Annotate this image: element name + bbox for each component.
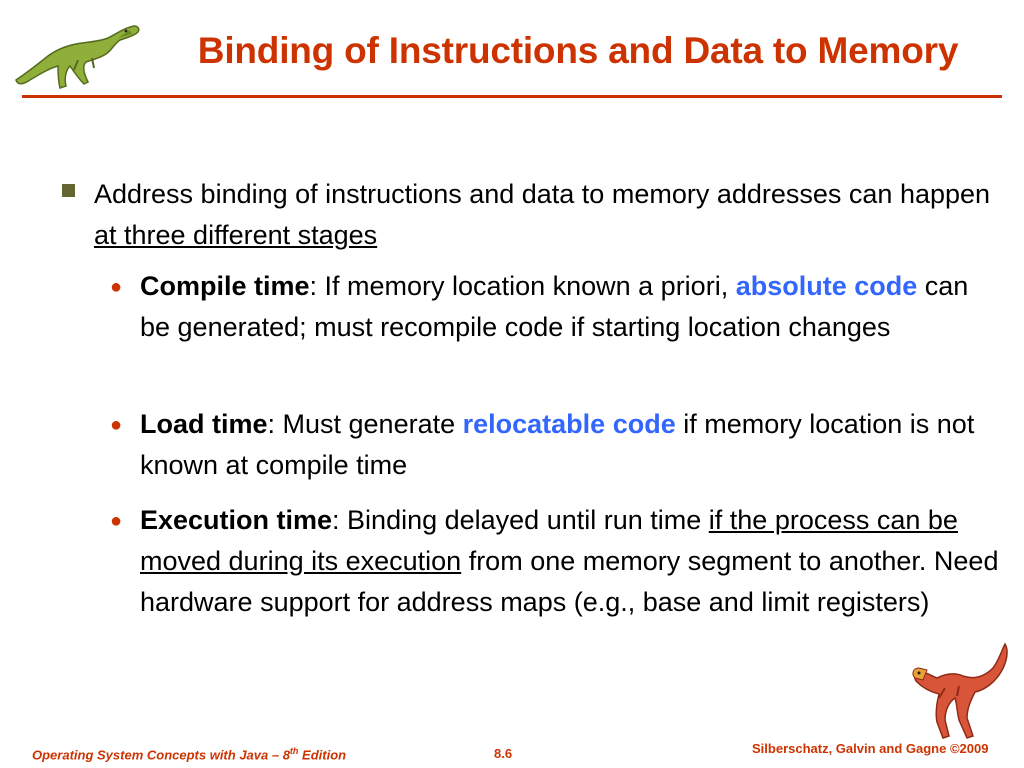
slide-title: Binding of Instructions and Data to Memory <box>197 30 959 71</box>
footer-authors: Silberschatz, Galvin and Gagne ©2009 <box>752 741 989 756</box>
term-label: Load time <box>140 409 268 439</box>
term-label: Compile time <box>140 271 310 301</box>
footer-book-title-text: Operating System Concepts with Java – 8 <box>32 747 290 763</box>
highlight-term: relocatable code <box>462 409 676 439</box>
sub-bullet-compile-time <box>140 266 1000 348</box>
footer-page-number: 8.6 <box>494 746 513 761</box>
underlined-phrase: if the process can be moved during its execution <box>140 505 958 576</box>
square-bullet-icon <box>62 184 75 197</box>
sub-bullet-dot-icon: ● <box>110 510 123 532</box>
sub-text: : Must generate <box>267 409 463 439</box>
term-label: Execution time <box>140 505 333 535</box>
title-underline <box>22 95 1002 98</box>
highlight-term: absolute code <box>735 271 918 301</box>
footer-book-title-sup: th <box>289 746 299 756</box>
sub-text: : If memory location known a priori, <box>309 271 736 301</box>
sub-text: can be generated; must recompile code if starting location changes <box>140 271 969 342</box>
red-dinosaur-icon <box>905 640 1015 744</box>
sub-text: if memory location is not known at compile time <box>140 409 975 480</box>
sub-bullet-dot-icon: ● <box>110 276 123 298</box>
bullet-text: Address binding of instructions and data to memory addresses can happen <box>94 179 991 209</box>
bullet-address-binding <box>94 174 994 256</box>
footer-book-title <box>32 746 346 762</box>
sub-text: : Binding delayed until run time <box>332 505 709 535</box>
green-dinosaur-icon <box>8 20 142 94</box>
sub-bullet-load-time <box>140 404 1000 486</box>
footer-book-title-edition: Edition <box>298 747 347 763</box>
sub-text: from one memory segment to another. Need hardware support for address maps (e.g., base and limit registers) <box>140 546 999 617</box>
underlined-phrase: at three different stages <box>94 220 378 250</box>
sub-bullet-execution-time <box>140 500 1000 623</box>
sub-bullet-dot-icon: ● <box>110 414 123 436</box>
